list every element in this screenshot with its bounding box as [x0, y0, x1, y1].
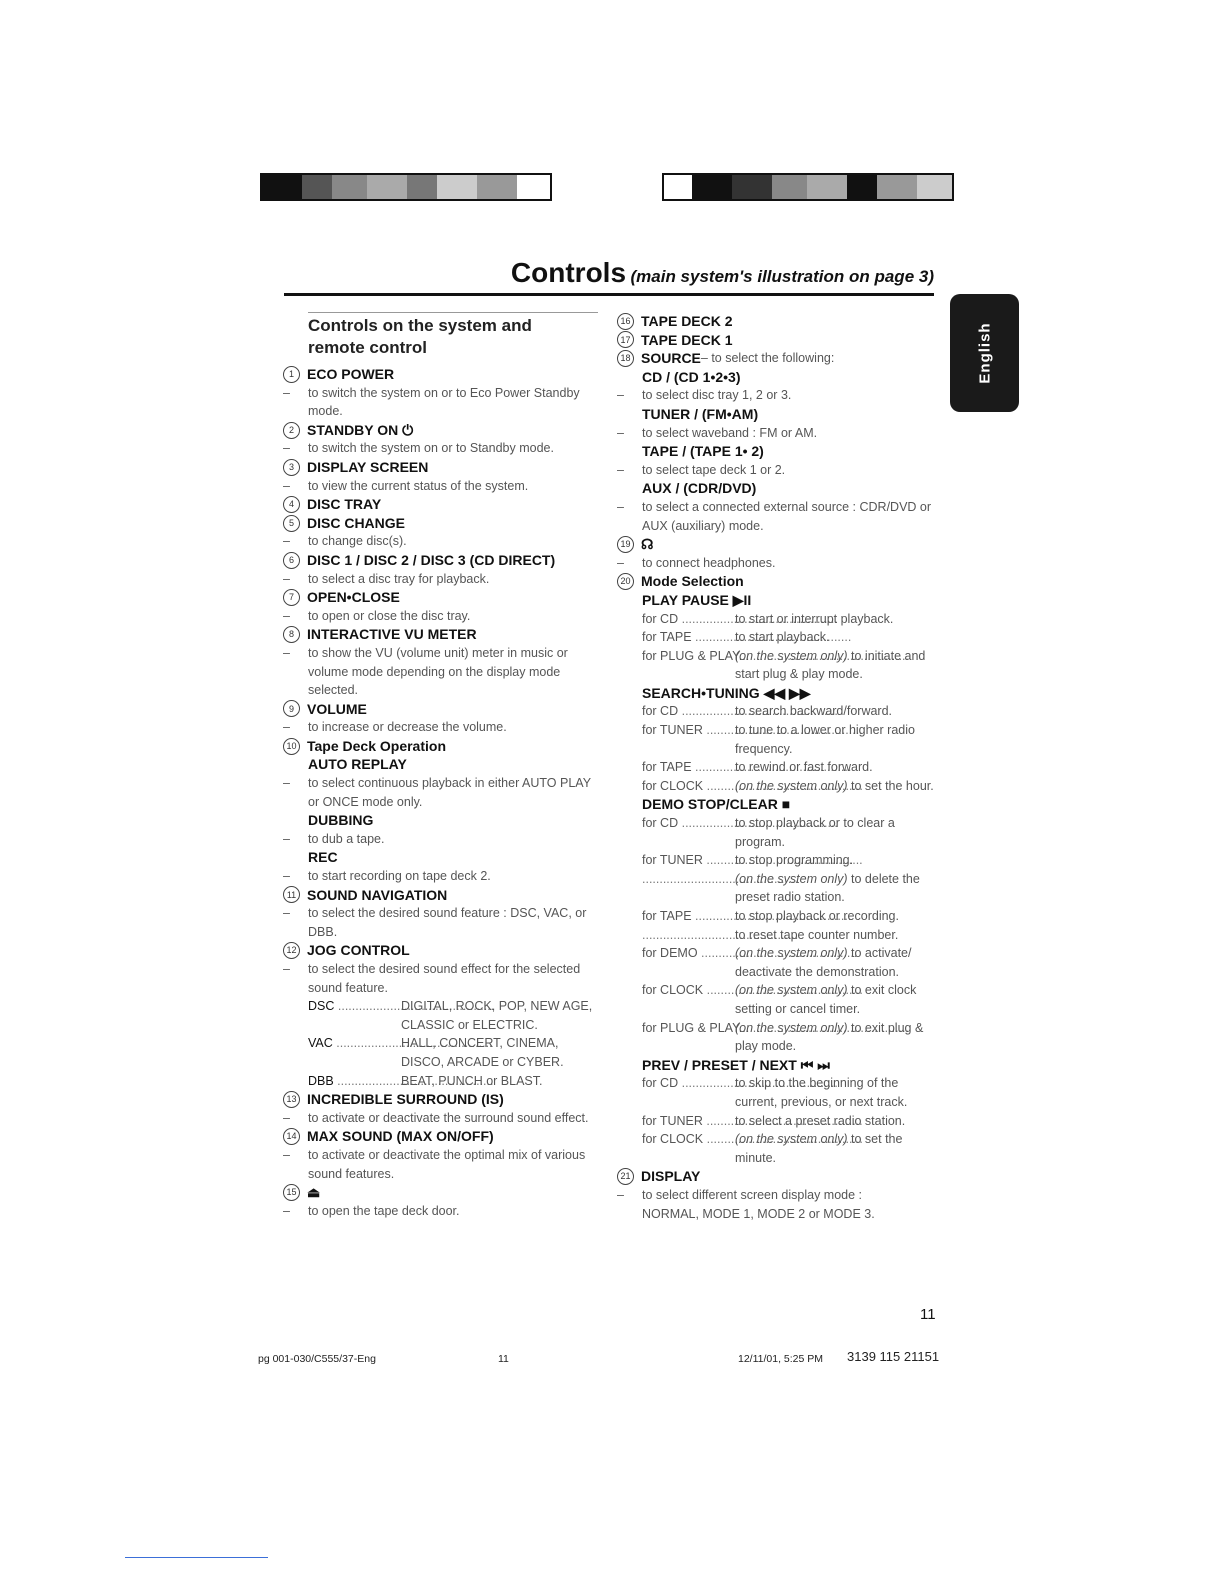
dbb-entry: DBB ..... BEAT, PUNCH or BLAST.	[283, 1072, 603, 1091]
prev-next-title: PREV / PRESET / NEXT ⏮ ⏭	[642, 1056, 830, 1073]
item-10-tape-deck-operation: 10 Tape Deck Operation	[283, 737, 603, 756]
rec-label: REC	[308, 849, 338, 866]
play-pause-plug-play: for PLUG & PLAY... ..... (on the system only) to initiate and start plug & play mode.	[617, 647, 937, 684]
item-16-tape-deck-2: 16 TAPE DECK 2	[617, 312, 937, 331]
item-14-max-sound: 14 MAX SOUND (MAX ON/OFF)	[283, 1127, 603, 1146]
footer-page: 11	[498, 1353, 509, 1365]
item-5-desc: – to change disc(s).	[283, 534, 407, 549]
item-14-desc: – to activate or deactivate the optimal mix of various sound features.	[283, 1147, 586, 1181]
demo-stop-tuner: for TUNER ..... to stop programming.	[617, 851, 937, 870]
prev-next-clock: for CLOCK ..... (on the system only) to set the minute.	[617, 1130, 937, 1167]
demo-stop-tape-reset: ..... to reset tape counter number.	[617, 926, 937, 945]
item-7-desc: – to open or close the disc tray.	[283, 608, 471, 623]
item-6-desc: – to select a disc tray for playback.	[283, 571, 490, 586]
item-17-tape-deck-1: 17 TAPE DECK 1	[617, 331, 937, 350]
play-pause-cd: for CD ..... to start or interrupt playback.	[617, 610, 937, 629]
item-6-disc-select: 6 DISC 1 / DISC 2 / DISC 3 (CD DIRECT)	[283, 551, 603, 570]
rec-desc: – to start recording on tape deck 2.	[283, 869, 491, 884]
search-tuning-title: SEARCH•TUNING ◀◀ ▶▶	[642, 684, 811, 701]
vac-entry: VAC ..... HALL, CONCERT, CINEMA, DISCO, ARCADE or CYBER.	[283, 1034, 603, 1071]
item-13-incredible-surround: 13 INCREDIBLE SURROUND (IS)	[283, 1090, 603, 1109]
source-tuner-label: TUNER / (FM•AM)	[642, 405, 759, 422]
item-3-desc: – to view the current status of the system.	[283, 478, 529, 493]
play-pause-tape: for TAPE ..... to start playback.	[617, 628, 937, 647]
item-21-desc-modes: NORMAL, MODE 1, MODE 2 or MODE 3.	[642, 1206, 875, 1221]
headphones-icon: ☊	[641, 536, 654, 553]
item-15-desc: – to open the tape deck door.	[283, 1203, 460, 1218]
item-21-display: 21 DISPLAY	[617, 1167, 937, 1186]
item-9-volume: 9 VOLUME	[283, 700, 603, 719]
source-tape-desc: – to select tape deck 1 or 2.	[617, 462, 786, 477]
section-heading: Controls on the system and remote control	[308, 312, 598, 359]
item-12-desc: – to select the desired sound effect for the selected sound feature.	[283, 962, 581, 995]
play-pause-title: PLAY PAUSE ▶II	[642, 591, 752, 608]
item-5-disc-change: 5 DISC CHANGE	[283, 514, 603, 533]
search-tuner: for TUNER ..... to tune to a lower or higher radio frequency.	[617, 721, 937, 758]
demo-stop-title: DEMO STOP/CLEAR ■	[642, 796, 791, 813]
item-1-eco-power: 1 ECO POWER	[283, 365, 603, 384]
footer-date: 12/11/01, 5:25 PM	[738, 1353, 824, 1365]
item-19-headphones: 19 ☊	[617, 535, 937, 554]
item-2-desc: – to switch the system on or to Standby mode.	[283, 441, 554, 456]
right-column	[617, 312, 937, 1223]
source-aux-desc: – to select a connected external source : CDR/DVD or AUX (auxiliary) mode.	[617, 499, 932, 533]
dsc-entry: DSC ..... DIGITAL, ROCK, POP, NEW AGE, CLASSIC or ELECTRIC.	[283, 997, 603, 1034]
item-18-source: 18 SOURCE – to select the following:	[617, 349, 937, 368]
left-column	[283, 312, 603, 1220]
demo-stop-tuner-delete: ..... (on the system only) to delete the preset radio station.	[617, 870, 937, 907]
item-8-vu-meter: 8 INTERACTIVE VU METER	[283, 625, 603, 644]
title-main: Controls	[510, 257, 627, 288]
item-11-sound-navigation: 11 SOUND NAVIGATION	[283, 886, 603, 905]
item-9-desc: – to increase or decrease the volume.	[283, 720, 507, 735]
registration-bar-right	[662, 173, 954, 201]
item-12-jog-control: 12 JOG CONTROL	[283, 941, 603, 960]
source-aux-label: AUX / (CDR/DVD)	[642, 480, 757, 497]
demo-stop-demo: for DEMO ..... (on the system only) to activate/ deactivate the demonstration.	[617, 944, 937, 981]
footer-file: pg 001-030/C555/37-Eng	[258, 1353, 376, 1365]
page-number: 11	[920, 1306, 936, 1323]
footer-code: 3139 115 21151	[847, 1349, 940, 1364]
bottom-link-line	[125, 1557, 268, 1558]
item-13-desc: – to activate or deactivate the surround sound effect.	[283, 1110, 589, 1125]
item-8-desc: – to show the VU (volume unit) meter in music or volume mode depending on the display mode selected.	[283, 645, 568, 698]
item-4-disc-tray: 4 DISC TRAY	[283, 495, 603, 514]
language-tab-label: English	[976, 322, 993, 384]
source-cd-label: CD / (CD 1•2•3)	[642, 368, 741, 385]
title-subtitle: (main system's illustration on page 3)	[630, 267, 934, 286]
item-19-desc: – to connect headphones.	[617, 555, 776, 570]
prev-next-tuner: for TUNER ..... to select a preset radio station.	[617, 1112, 937, 1131]
registration-bar-left	[260, 173, 552, 201]
search-tape: for TAPE ..... to rewind or fast forward.	[617, 758, 937, 777]
demo-stop-plug-play: for PLUG & PLAY... ..... (on the system only) to exit plug & play mode.	[617, 1019, 937, 1056]
item-20-mode-selection: 20 Mode Selection	[617, 572, 937, 591]
source-tuner-desc: – to select waveband : FM or AM.	[617, 425, 818, 440]
item-7-open-close: 7 OPEN•CLOSE	[283, 588, 603, 607]
source-tape-label: TAPE / (TAPE 1• 2)	[642, 443, 764, 460]
search-cd: for CD ..... to search backward/forward.	[617, 702, 937, 721]
search-clock: for CLOCK ..... (on the system only) to set the hour.	[617, 777, 937, 796]
page-title	[284, 257, 934, 289]
title-rule	[284, 293, 934, 296]
demo-stop-cd: for CD ..... to stop playback or to clear a program.	[617, 814, 937, 851]
language-tab	[950, 294, 1019, 412]
item-15-eject: 15 ⏏	[283, 1183, 603, 1202]
dubbing-label: DUBBING	[308, 812, 374, 829]
item-1-desc: – to switch the system on or to Eco Power Standby mode.	[283, 385, 580, 419]
auto-replay-label: AUTO REPLAY	[308, 756, 407, 773]
demo-stop-tape: for TAPE ..... to stop playback or recording.	[617, 907, 937, 926]
auto-replay-desc: – to select continuous playback in either AUTO PLAY or ONCE mode only.	[283, 776, 591, 809]
eject-icon: ⏏	[307, 1184, 321, 1201]
item-11-desc: – to select the desired sound feature : DSC, VAC, or DBB.	[283, 906, 587, 939]
item-3-display-screen: 3 DISPLAY SCREEN	[283, 458, 603, 477]
item-2-standby-on: 2 STANDBY ON ⏻	[283, 421, 603, 440]
item-21-desc: – to select different screen display mode :	[617, 1187, 863, 1202]
demo-stop-clock: for CLOCK ..... (on the system only) to exit clock setting or cancel timer.	[617, 981, 937, 1018]
dubbing-desc: – to dub a tape.	[283, 831, 385, 846]
source-cd-desc: – to select disc tray 1, 2 or 3.	[617, 388, 792, 403]
prev-next-cd: for CD ..... to skip to the beginning of the current, previous, or next track.	[617, 1074, 937, 1111]
